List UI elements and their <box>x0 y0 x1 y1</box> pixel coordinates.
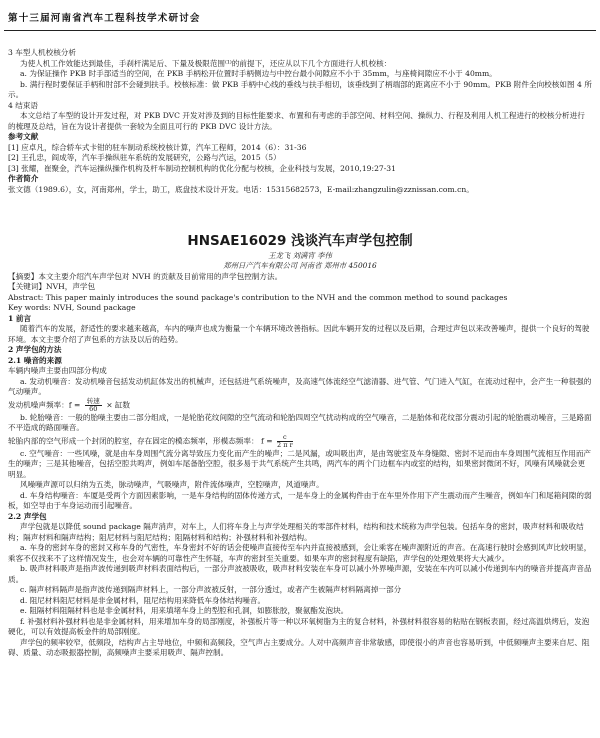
formula-prefix: 发动机噪声频率：f = <box>8 400 81 409</box>
paragraph: 随着汽车的发展，舒适性的要求越来越高，车内的噪声也成为衡量一个车辆环境改善指标。因此车辆开发的过程以及后期，合理过声包以来改善噪声，提供一个良好的驾驶环境。本文主要介绍了声包系的方法及以后的趋势。 <box>8 324 590 344</box>
keywords-cn: 【关键词】NVH，声学包 <box>8 282 96 291</box>
article-body <box>8 233 592 659</box>
article-title: HNSAE16029 浅谈汽车声学包控制 <box>187 233 413 249</box>
paragraph: 车辆内噪声主要由四部分构成 <box>8 366 107 375</box>
article-affiliation: 郑州日产汽车有限公司 河南省 郑州市 450016 <box>223 261 377 270</box>
author-bio-heading: 作者简介 <box>8 174 39 183</box>
formula-suffix: × 缸数 <box>106 400 131 409</box>
paragraph: 为使人机工作效能达到最佳，手刹杆满足后、下量及极限范围⁽¹⁾的前提下，还应从以下几个方面进行人机校核： <box>20 58 392 68</box>
paragraph: f. 补强材料补强材料也是非金属材料，用来增加车身的局部刚度，补强板片等一种以环氧树脂为主的复合材料，补强材料很容易的粘贴在钢板表面，经过高温烘烤后，发泡硬化，可以有效提高板金件的局部刚度。 <box>8 616 590 636</box>
formula-denominator: 60 <box>89 404 98 413</box>
paragraph: 风噪噪声源可以归纳为五类，脉动噪声，气吸噪声，附件流体噪声，空腔噪声，风道噪声。 <box>20 480 324 489</box>
subsection-heading: 2.1 噪音的来源 <box>8 355 62 365</box>
header-rule <box>4 30 596 31</box>
paragraph: b. 吸声材料吸声是指声波传递到吸声材料表面结构后，一部分声波被吸收，吸声材料安装在车身可以减小外界噪声源，安装在车内可以减小传递到车内的噪音并提高声音品质。 <box>8 564 592 584</box>
paragraph: d. 阻尼材料阻尼材料是非金属材料，阻尼结构用来降低车身体结构噪音。 <box>20 595 266 605</box>
paragraph: a. 车身的密封车身的密封又称车身的气密性，车身密封不好的话会使噪声直接传至车内并直接被感到，会让乘客在噪声源附近的声音。在高速行驶时会感到风声比较明显，乘客不仅找来不了这样情况发生，也会对车辆的可靠性产生怀疑，车声的密封至关重要。如果车声的密封程度有缺陷，声学包的处理效果将大大减少。 <box>8 543 592 563</box>
paragraph: 声学包就是以降低 sound package 隔声消声，对车上，人们将车身上与声学处理相关的零部件材料，结构和技术统称为声学包装。包括车身的密封，吸声材料和吸收结构；隔声材料和隔声结构；阻尼材料与阻尼结构；阻隔材料和结构；补强材料和补强结构。 <box>8 522 584 542</box>
paragraph: a. 为保证操作 PKB 时手部适当的空间，在 PKB 手柄松开位置时手柄侧边与中控台最小间隙应不小于 35mm，与座椅间隙应不小于 40mm。 <box>20 69 497 78</box>
author-bio: 张文德（1989.6），女，河南郑州，学士，助工，底盘技术设计开发。电话：15315682573，E-mail:zhangzulin@zznissan.com.cn。 <box>8 184 474 194</box>
formula-lhs: f = <box>261 436 273 445</box>
engine-frequency-formula <box>8 398 592 413</box>
abstract-cn: 【摘要】本文主要介绍汽车声学包对 NVH 的贡献及目前常用的声学包控制方法。 <box>8 271 283 281</box>
previous-article-tail <box>8 48 592 195</box>
formula-denominator: 2 π r <box>277 440 293 449</box>
reference-item: [1] 应卓凡，综合轿车式卡钳的驻车制动系统校核计算，汽车工程师，2014（6）：31-36 <box>8 142 307 152</box>
reference-item: [2] 王孔忠，阎成等，汽车手操纵驻车系统的发展研究，公路与汽运，2015（5） <box>8 153 281 162</box>
paragraph: 本文总结了车型的设计开发过程，对 PKB DVC 开发对涉及到的目标性能要求、布置和有考虑的手部空间、材料空间、操纵力、行程及利用人机工程进行的校核分析进行的梳理及总结，旨在为设计者提供一套较为全面且可行的 PKB DVC 设计方法。 <box>8 111 585 131</box>
reference-item: [3] 张耀，崔聚金，汽车运操纵操作机构及杆车制动控制机构的优化分配与校核，企业科技与发展，2010,19:27-31 <box>8 163 396 173</box>
formula-fraction <box>85 398 102 413</box>
paragraph: c. 空气噪音：一些风噪，就是由车身周围气流分离导致压力变化而产生的噪声；二是风漏，或叫吸出声，是由驾驶室及车身缝隙、密封不足而由车身周围气流相互作用而产生的噪声；三是其他噪音，包括空腔共鸣声，例如车尾备胎空腔，很多易于共气系统产生共鸣，两汽车的两个门边框车内或室的结构，如果密封微闭不好，风噪有风噪就会更明显。 <box>8 448 592 479</box>
references-heading: 参考文献 <box>8 132 39 141</box>
abstract-en: Abstract: This paper mainly introduces the sound package's contribution to the NVH and the common method to sound packages <box>8 292 508 302</box>
section-heading: 2 声学包的方法 <box>8 345 62 354</box>
formula-numerator: 转速 <box>86 396 100 405</box>
paragraph: 声学包的频率较窄，低频段，结构声占主导地位，中频和高频段，空气声占主要成分。人对中高频声音非常敏感，即使很小的声音也容易听到，中低频噪声主要来自尼、阻碍、质量、动态吸振器控制，高频噪声主要采用吸声、隔声控制。 <box>8 637 590 657</box>
formula-fraction <box>277 434 293 449</box>
paragraph: b. 轮胎噪音：一般的胎噪主要由二部分组成，一是轮胎花纹间隙的空气流动和轮胎四周空气扰动构成的空气噪音，二是胎体和花纹部分震动引起的轮胎震动噪音，三是路面不平造成的路面噪音。 <box>8 412 592 432</box>
paragraph: a. 发动机噪音：发动机噪音包括发动机缸体发出的机械声，还包括进气系统噪声，及高速气体流经空气滤清器、进气管、气门进入气缸，在流动过程中，会产生一种很强的气动噪声。 <box>8 376 592 396</box>
formula-prefix: 轮胎内部的空气形成一个封闭的腔室，存在固定的模态频率，形模态频率： <box>8 436 259 445</box>
section-heading: 1 前言 <box>8 313 32 323</box>
section-heading: 4 结束语 <box>8 100 39 110</box>
paragraph: e. 阻隔材料阻隔材料也是非金属材料，用来填堵车身上的型腔和孔洞，如膨胀胶，聚氨酯发泡块。 <box>20 606 349 615</box>
paragraph: b. 满行程时要保证手柄和肘部不会碰到扶手。校核标准：做 PKB 手柄中心线的垂线与扶手相切，该垂线到了柄端部的距离应不小于 90mm。PKB 附件全向校核如图 4 所示。 <box>8 79 592 99</box>
paragraph: c. 隔声材料隔声是指声波传递到隔声材料上，一部分声波被反射，一部分透过，或者产生被隔声材料隔离掉一部分 <box>20 585 402 594</box>
paragraph: d. 车身结构噪音：车厦是受两个方面因素影响，一是车身结构的固体传递方式，一是车身上的金属构件由于在车里外作用下产生震动而产生噪音，例如车门和尾箱间隙的弱板，如空导由于车身运动而引起噪音。 <box>8 490 592 510</box>
conference-header: 第十三届河南省汽车工程科技学术研讨会 <box>8 13 201 24</box>
article-authors: 王龙飞 刘满宵 李伟 <box>268 250 332 260</box>
tire-frequency-formula <box>8 434 592 449</box>
keywords-en: Key words: NVH, Sound package <box>8 303 136 312</box>
formula-numerator: c <box>277 434 293 442</box>
section-heading: 3 车型人机校核分析 <box>8 48 76 57</box>
subsection-heading: 2.2 声学包 <box>8 511 47 521</box>
